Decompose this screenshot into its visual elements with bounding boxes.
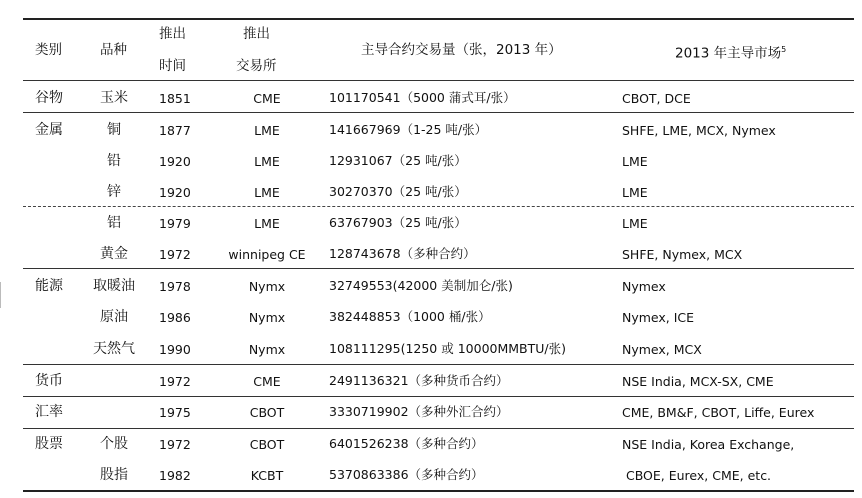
row-exchange: CBOT (249, 405, 285, 420)
row-year: 1982 (159, 468, 191, 483)
header-volume: 主导合约交易量（张，2013 年） (361, 42, 562, 58)
row-exchange: LME (254, 123, 280, 138)
row-exchange: LME (254, 216, 280, 231)
row-year: 1920 (159, 185, 191, 200)
fx-bottom-rule (23, 428, 854, 429)
page-edge-mark (0, 282, 4, 308)
grain-bottom-rule (23, 112, 854, 113)
row-category: 货币 (35, 373, 63, 389)
row-variety: 天然气 (93, 341, 135, 357)
row-volume: 63767903（25 吨/张） (329, 215, 467, 230)
energy-bottom-rule (23, 364, 854, 365)
row-market: CME, BM&F, CBOT, Liffe, Eurex (622, 405, 815, 420)
row-variety: 玉米 (100, 90, 128, 106)
header-exchange-line1: 推出 (243, 26, 270, 42)
row-market: LME (622, 154, 648, 169)
row-volume: 141667969（1-25 吨/张） (329, 122, 488, 137)
currency-bottom-rule (23, 396, 854, 397)
row-volume: 128743678（多种合约） (329, 246, 476, 261)
row-volume: 108111295(1250 或 10000MMBTU/张) (329, 341, 566, 356)
row-volume: 32749553(42000 美制加仑/张) (329, 278, 513, 293)
row-year: 1990 (159, 342, 191, 357)
row-year: 1972 (159, 374, 191, 389)
row-volume: 2491136321（多种货币合约） (329, 373, 509, 388)
row-variety: 个股 (100, 436, 128, 452)
row-year: 1972 (159, 437, 191, 452)
header-market: 2013 年主导市场$^5$ (675, 45, 787, 62)
row-market: Nymex, ICE (622, 310, 695, 325)
row-volume: 3330719902（多种外汇合约） (329, 404, 509, 419)
row-exchange: LME (254, 154, 280, 169)
row-exchange: CME (253, 374, 281, 389)
metal-bottom-rule (23, 268, 854, 269)
row-exchange: Nymx (248, 279, 286, 294)
row-year: 1851 (159, 91, 191, 106)
row-year: 1986 (159, 310, 191, 325)
table-top-rule (23, 18, 854, 20)
row-volume: 5370863386（多种合约） (329, 467, 484, 482)
row-variety: 铅 (107, 153, 121, 169)
row-volume: 6401526238（多种合约） (329, 436, 484, 451)
row-exchange: CBOT (249, 437, 285, 452)
metal-dashed-rule (23, 206, 854, 207)
row-exchange: Nymx (248, 310, 286, 325)
row-year: 1877 (159, 123, 191, 138)
row-market: SHFE, LME, MCX, Nymex (622, 123, 776, 138)
row-market: Nymex, MCX (622, 342, 702, 357)
header-exchange-line2: 交易所 (236, 58, 277, 74)
header-launch-time-line2: 时间 (159, 58, 186, 74)
row-category: 能源 (35, 278, 63, 294)
row-market: Nymex (622, 279, 666, 294)
row-volume: 101170541（5000 蒲式耳/张） (329, 90, 516, 105)
row-exchange: Nymx (248, 342, 286, 357)
row-volume: 12931067（25 吨/张） (329, 153, 467, 168)
row-market: NSE India, MCX-SX, CME (622, 374, 774, 389)
row-exchange: winnipeg CE (228, 247, 306, 262)
row-category: 金属 (35, 122, 63, 138)
row-market: CBOT, DCE (622, 91, 691, 106)
row-variety: 铜 (107, 122, 121, 138)
row-market: LME (622, 185, 648, 200)
row-variety: 取暖油 (93, 278, 135, 294)
row-category: 谷物 (35, 90, 63, 106)
row-category: 汇率 (35, 404, 63, 420)
row-volume: 30270370（25 吨/张） (329, 184, 467, 199)
row-market: LME (622, 216, 648, 231)
row-market: CBOE, Eurex, CME, etc. (622, 468, 772, 483)
row-exchange: CME (253, 91, 281, 106)
row-exchange: LME (254, 185, 280, 200)
row-variety: 铝 (107, 215, 121, 231)
row-variety: 股指 (100, 467, 128, 483)
row-year: 1975 (159, 405, 191, 420)
row-market: SHFE, Nymex, MCX (622, 247, 743, 262)
row-market: NSE India, Korea Exchange, (622, 437, 795, 452)
header-category: 类别 (35, 42, 62, 58)
row-year: 1979 (159, 216, 191, 231)
row-category: 股票 (35, 436, 63, 452)
header-bottom-rule (23, 80, 854, 81)
row-volume: 382448853（1000 桶/张） (329, 309, 491, 324)
row-variety: 原油 (100, 309, 128, 325)
row-year: 1978 (159, 279, 191, 294)
row-year: 1920 (159, 154, 191, 169)
row-year: 1972 (159, 247, 191, 262)
header-launch-time-line1: 推出 (159, 26, 186, 42)
row-variety: 锌 (107, 184, 121, 200)
row-exchange: KCBT (250, 468, 284, 483)
header-market-footnote: 5 (781, 45, 787, 54)
row-variety: 黄金 (100, 246, 128, 262)
header-variety: 品种 (100, 42, 127, 58)
table-bottom-rule (23, 490, 854, 492)
